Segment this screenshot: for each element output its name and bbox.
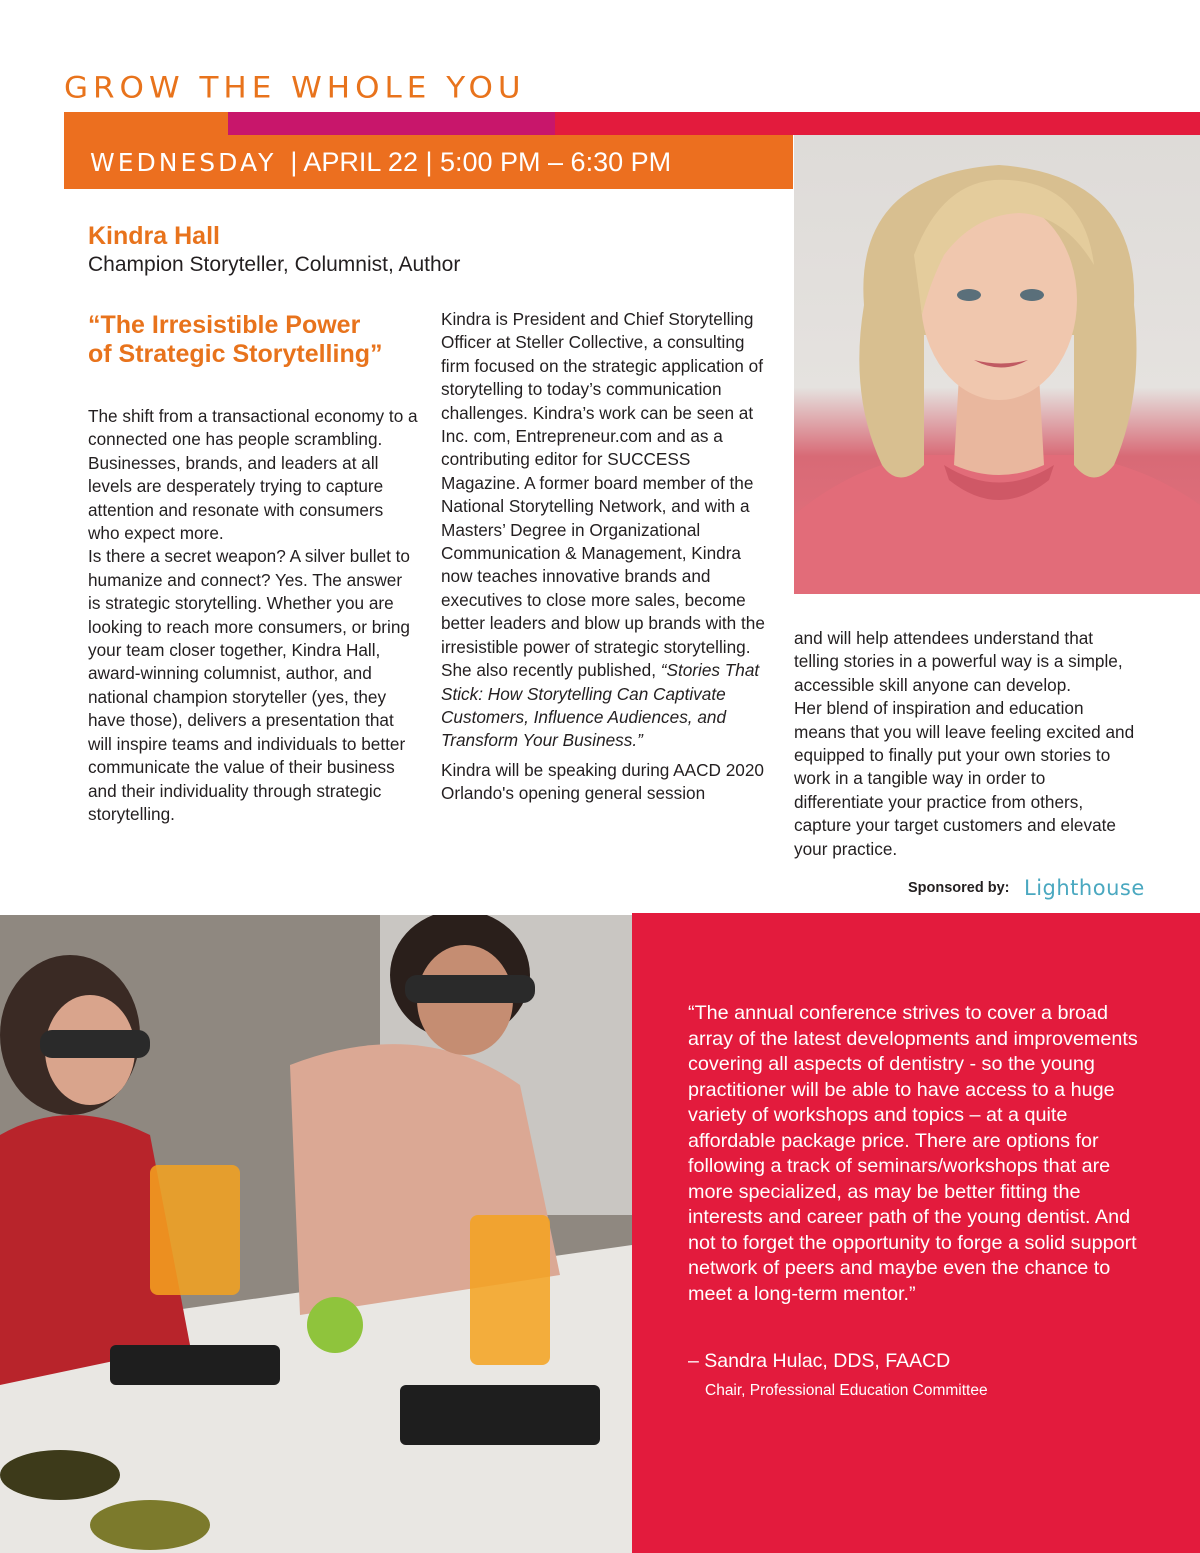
talk-title: “The Irresistible Power of Strategic Storytelling” — [88, 311, 383, 368]
color-bar-red — [555, 112, 1200, 135]
speaker-name: Kindra Hall — [88, 222, 220, 250]
book-title: “Stories That Stick: How Storytelling Can Captivate Customers, Influence Audiences, and Transform Your Business.” — [441, 660, 760, 751]
body-column-1 — [88, 405, 418, 826]
body-column-3 — [794, 627, 1139, 861]
body-paragraph: The shift from a transactional economy to a connected one has people scrambling. Businesses, brands, and leaders at all levels are desperately trying to capture attention and resonate with consumers who expect more. — [88, 406, 418, 544]
color-bar-magenta — [228, 112, 555, 135]
color-bar-orange — [64, 112, 228, 135]
body-paragraph: Her blend of inspiration and education means that you will leave feeling excited and equipped to finally put your own stories to work in a tangible way in order to differentiate your practice from others, capture your target customers and elevate your practice. — [794, 698, 1135, 859]
session-date-bar — [64, 135, 793, 189]
session-day: WEDNESDAY — [90, 147, 277, 177]
body-paragraph: Kindra will be speaking during AACD 2020 Orlando's opening general session — [441, 759, 764, 804]
body-paragraph — [441, 308, 771, 753]
page-section-title: GROW THE WHOLE YOU — [64, 70, 526, 106]
session-date-time: | APRIL 22 | 5:00 PM – 6:30 PM — [290, 146, 672, 177]
testimonial-author-role: Chair, Professional Education Committee — [705, 1382, 988, 1399]
body-column-2 — [441, 308, 771, 806]
speaker-portrait-photo — [794, 135, 1200, 594]
body-paragraph: and will help attendees understand that telling stories in a powerful way is a simple, accessible skill anyone can develop. — [794, 628, 1123, 695]
speaker-role: Champion Storyteller, Columnist, Author — [88, 253, 461, 276]
testimonial-quote: “The annual conference strives to cover a broad array of the latest developments and improvements covering all aspects of dentistry - so the young practitioner will be able to have access to a huge variety of workshops and topics – at a quite affordable package price. There are options for following a track of seminars/workshops that are more specialized, as may be better fitting the interests and career path of the young dentist. And not to forget the opportunity to forge a solid support network of peers and maybe even the chance to meet a long-term mentor.” — [688, 1002, 1138, 1305]
testimonial-author: – Sandra Hulac, DDS, FAACD — [688, 1350, 951, 1372]
sponsor-label: Sponsored by: — [908, 880, 1010, 896]
workshop-photo — [0, 915, 632, 1553]
sponsor-logo: Lighthouse — [1024, 876, 1145, 900]
body-paragraph: Is there a secret weapon? A silver bullet to humanize and connect? Yes. The answer is strategic storytelling. Whether you are looking to reach more consumers, or bring your team closer together, Kindra Hall, award-winning columnist, author, and national champion storyteller (yes, they have those), delivers a presentation that will inspire teams and individuals to better communicate the value of their business and their individuality through strategic storytelling. — [88, 546, 410, 824]
bio-text: Kindra is President and Chief Storytelling Officer at Steller Collective, a consulting firm focused on the strategic application of storytelling to today’s communication challenges. Kindra’s work can be seen at Inc. com, Entrepreneur.com and as a contributing editor for SUCCESS Magazine. A former board member of the National Storytelling Network, and with a Masters’ Degree in Organizational Communication & Management, Kindra now teaches innovative brands and executives to close more sales, become better leaders and blow up brands with the irresistible power of strategic storytelling. She also recently published, — [441, 309, 765, 681]
